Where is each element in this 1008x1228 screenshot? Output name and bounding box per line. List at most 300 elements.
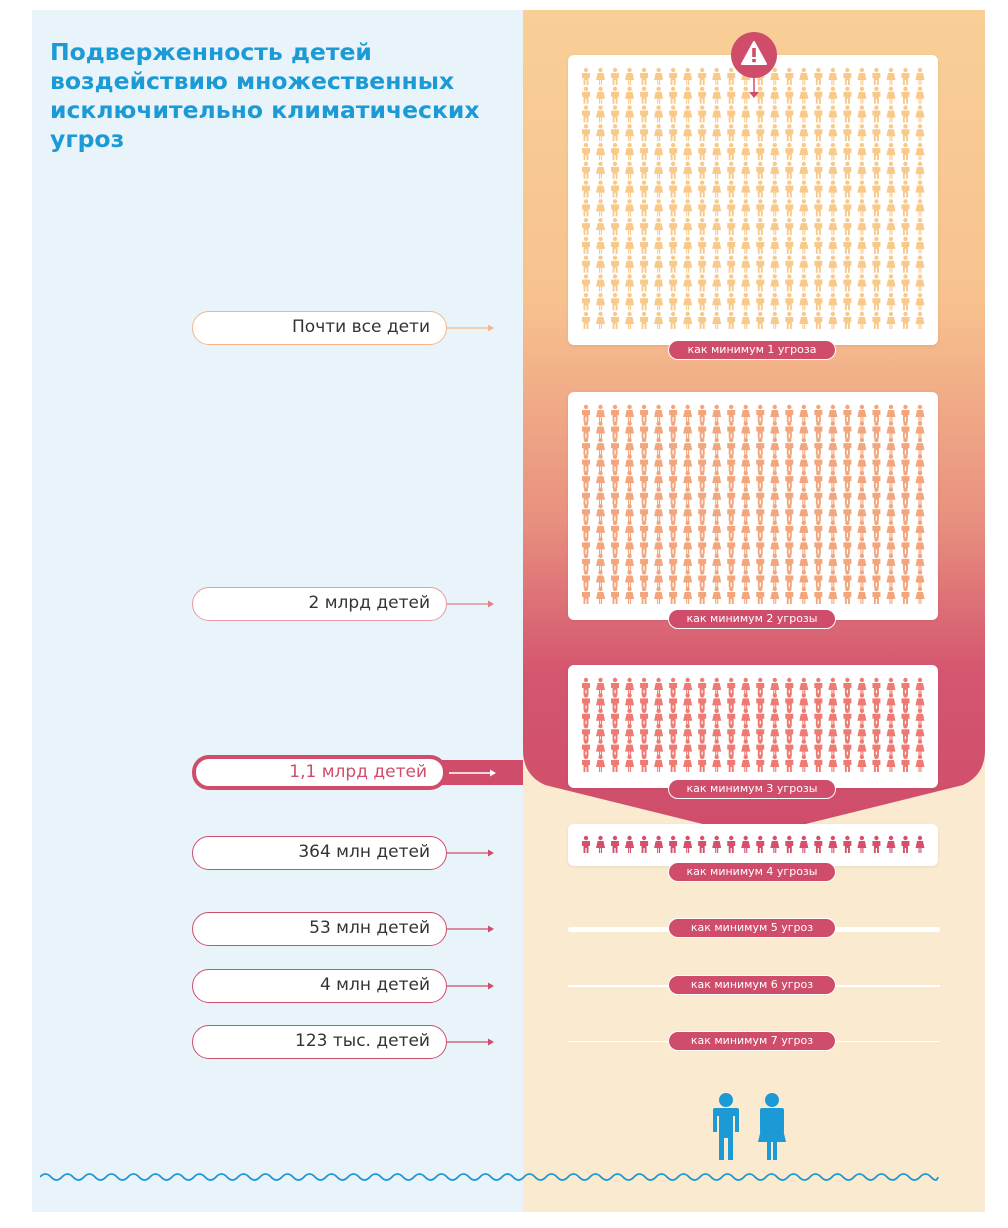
child-figure — [843, 255, 851, 272]
child-figure — [712, 293, 721, 310]
child-figure — [799, 68, 808, 85]
child-figure — [712, 180, 721, 197]
child-figure — [872, 124, 880, 141]
child-figure — [640, 68, 648, 85]
child-figure — [741, 739, 750, 756]
child-figure — [799, 180, 808, 197]
child-figure — [698, 504, 706, 521]
child-figure — [799, 739, 808, 756]
child-figure — [683, 218, 692, 235]
child-figure — [741, 587, 750, 604]
child-figure — [814, 87, 822, 104]
child-figure — [857, 709, 866, 726]
child-figure — [916, 124, 925, 141]
child-figure — [872, 405, 880, 422]
child-figure — [814, 293, 822, 310]
child-figure — [654, 87, 663, 104]
child-figure — [814, 724, 822, 741]
child-figure — [727, 587, 735, 604]
child-figure — [916, 709, 925, 726]
child-figure — [698, 739, 706, 756]
child-figure — [741, 471, 750, 488]
child-figure — [756, 554, 764, 571]
child-figure — [669, 274, 677, 291]
child-figure — [872, 218, 880, 235]
child-figure — [654, 293, 663, 310]
child-figure — [799, 678, 808, 695]
child-figure — [640, 570, 648, 587]
child-figure — [683, 312, 692, 329]
child-figure — [872, 739, 880, 756]
child-figure — [756, 521, 764, 538]
child-figure — [916, 755, 925, 772]
child-figure — [654, 521, 663, 538]
child-figure — [611, 293, 619, 310]
child-figure — [669, 678, 677, 695]
child-figure — [596, 504, 605, 521]
child-figure — [640, 454, 648, 471]
child-figure — [683, 274, 692, 291]
child-figure — [640, 438, 648, 455]
child-figure — [886, 537, 895, 554]
child-figure — [683, 199, 692, 216]
child-figure — [901, 105, 909, 122]
child-figure — [625, 537, 634, 554]
child-figure — [901, 836, 909, 853]
threat-label: как минимум 6 угроз — [668, 975, 836, 995]
child-figure — [698, 405, 706, 422]
child-figure — [886, 587, 895, 604]
child-figure — [683, 488, 692, 505]
child-figure — [843, 724, 851, 741]
child-figure — [872, 554, 880, 571]
child-figure — [640, 255, 648, 272]
child-figure — [785, 554, 793, 571]
child-figure — [785, 454, 793, 471]
child-figure — [756, 739, 764, 756]
child-figure — [901, 537, 909, 554]
child-figure — [683, 255, 692, 272]
child-figure — [683, 471, 692, 488]
child-figure — [712, 312, 721, 329]
child-figure — [828, 87, 837, 104]
child-figure — [640, 521, 648, 538]
child-figure — [625, 504, 634, 521]
child-figure — [698, 521, 706, 538]
child-figure — [770, 587, 779, 604]
child-figure — [712, 521, 721, 538]
child-figure — [683, 421, 692, 438]
child-figure — [712, 537, 721, 554]
child-figure — [886, 312, 895, 329]
child-figure — [799, 521, 808, 538]
icon-grid-card — [568, 824, 938, 866]
child-figure — [901, 421, 909, 438]
child-figure — [712, 471, 721, 488]
child-figure — [916, 471, 925, 488]
child-figure — [799, 274, 808, 291]
child-figure — [625, 570, 634, 587]
child-figure — [872, 438, 880, 455]
child-figure — [654, 570, 663, 587]
child-figure — [857, 488, 866, 505]
child-figure — [857, 678, 866, 695]
child-figure — [683, 454, 692, 471]
child-figure — [843, 587, 851, 604]
child-figure — [669, 237, 677, 254]
child-figure — [770, 218, 779, 235]
child-figure — [814, 709, 822, 726]
child-figure — [901, 162, 909, 179]
child-figure — [582, 421, 590, 438]
child-figure — [843, 739, 851, 756]
child-figure — [828, 739, 837, 756]
child-figure — [785, 274, 793, 291]
child-figure — [770, 709, 779, 726]
child-figure — [843, 471, 851, 488]
child-figure — [756, 755, 764, 772]
child-figure — [785, 521, 793, 538]
child-figure — [741, 274, 750, 291]
child-figure — [712, 405, 721, 422]
child-figure — [916, 693, 925, 710]
child-figure — [712, 709, 721, 726]
child-figure — [625, 68, 634, 85]
child-figure — [916, 218, 925, 235]
children-count-pill: 123 тыс. детей — [192, 1025, 447, 1059]
child-figure — [901, 454, 909, 471]
child-figure — [785, 124, 793, 141]
child-figure — [886, 87, 895, 104]
child-figure — [582, 124, 590, 141]
child-figure — [683, 709, 692, 726]
child-figure — [785, 836, 793, 853]
child-figure — [741, 709, 750, 726]
child-figure — [828, 554, 837, 571]
child-figure — [843, 521, 851, 538]
child-figure — [814, 438, 822, 455]
child-figure — [683, 693, 692, 710]
child-figure — [814, 68, 822, 85]
child-figure — [698, 421, 706, 438]
child-figure — [828, 162, 837, 179]
child-figure — [857, 199, 866, 216]
child-figure — [872, 293, 880, 310]
child-figure — [596, 488, 605, 505]
child-figure — [611, 836, 619, 853]
child-figure — [814, 274, 822, 291]
child-figure — [596, 709, 605, 726]
child-figure — [901, 293, 909, 310]
child-figure — [640, 504, 648, 521]
child-figure — [770, 162, 779, 179]
child-figure — [669, 162, 677, 179]
child-figure — [582, 724, 590, 741]
child-figure — [828, 488, 837, 505]
child-figure — [799, 237, 808, 254]
child-figure — [741, 755, 750, 772]
child-figure — [828, 724, 837, 741]
child-figure — [698, 678, 706, 695]
child-figure — [741, 421, 750, 438]
child-figure — [712, 554, 721, 571]
threat-label: как минимум 7 угроз — [668, 1031, 836, 1051]
child-figure — [857, 836, 866, 853]
child-figure — [901, 180, 909, 197]
child-figure — [872, 471, 880, 488]
child-figure — [770, 554, 779, 571]
child-figure — [756, 724, 764, 741]
child-figure — [799, 405, 808, 422]
child-figure — [828, 587, 837, 604]
child-figure — [901, 405, 909, 422]
child-figure — [683, 724, 692, 741]
child-figure — [785, 180, 793, 197]
child-figure — [582, 218, 590, 235]
child-figure — [770, 755, 779, 772]
child-figure — [727, 537, 735, 554]
children-icon — [702, 1092, 794, 1162]
child-figure — [596, 180, 605, 197]
child-figure — [683, 405, 692, 422]
child-figure — [901, 124, 909, 141]
child-figure — [901, 312, 909, 329]
child-figure — [640, 554, 648, 571]
child-figure — [843, 124, 851, 141]
child-figure — [698, 587, 706, 604]
child-figure — [727, 124, 735, 141]
child-figure — [683, 504, 692, 521]
child-figure — [611, 180, 619, 197]
child-figure — [741, 124, 750, 141]
child-figure — [828, 521, 837, 538]
child-figure — [625, 488, 634, 505]
child-figure — [828, 293, 837, 310]
child-figure — [582, 488, 590, 505]
child-figure — [843, 180, 851, 197]
child-figure — [886, 255, 895, 272]
child-figure — [712, 105, 721, 122]
child-figure — [625, 162, 634, 179]
child-figure — [669, 180, 677, 197]
child-figure — [582, 755, 590, 772]
arrow-icon — [447, 323, 495, 333]
child-figure — [886, 237, 895, 254]
child-figure — [741, 504, 750, 521]
child-figure — [640, 587, 648, 604]
child-figure — [916, 87, 925, 104]
child-figure — [756, 587, 764, 604]
child-figure — [916, 180, 925, 197]
child-figure — [843, 693, 851, 710]
child-figure — [582, 274, 590, 291]
child-figure — [611, 105, 619, 122]
child-figure — [596, 836, 605, 853]
child-figure — [901, 739, 909, 756]
child-figure — [886, 293, 895, 310]
child-figure — [770, 438, 779, 455]
child-figure — [799, 709, 808, 726]
child-figure — [756, 237, 764, 254]
child-figure — [785, 504, 793, 521]
child-figure — [611, 587, 619, 604]
child-figure — [582, 312, 590, 329]
child-figure — [901, 570, 909, 587]
child-figure — [727, 162, 735, 179]
child-figure — [799, 587, 808, 604]
child-figure — [640, 237, 648, 254]
child-figure — [916, 678, 925, 695]
child-figure — [916, 293, 925, 310]
child-figure — [727, 693, 735, 710]
child-figure — [886, 678, 895, 695]
child-figure — [596, 274, 605, 291]
child-figure — [799, 554, 808, 571]
child-figure — [916, 438, 925, 455]
child-figure — [828, 438, 837, 455]
child-figure — [582, 199, 590, 216]
child-figure — [785, 143, 793, 160]
child-figure — [785, 709, 793, 726]
child-figure — [582, 693, 590, 710]
child-figure — [872, 836, 880, 853]
arrow-icon — [447, 924, 495, 934]
child-figure — [611, 68, 619, 85]
child-figure — [654, 68, 663, 85]
child-figure — [886, 180, 895, 197]
child-figure — [785, 162, 793, 179]
child-figure — [611, 570, 619, 587]
child-figure — [886, 693, 895, 710]
child-figure — [843, 143, 851, 160]
child-figure — [654, 124, 663, 141]
child-figure — [886, 68, 895, 85]
child-figure — [698, 312, 706, 329]
child-figure — [698, 199, 706, 216]
child-figure — [727, 405, 735, 422]
child-figure — [611, 143, 619, 160]
icon-grid — [568, 824, 938, 866]
child-figure — [843, 454, 851, 471]
child-figure — [901, 143, 909, 160]
child-figure — [683, 537, 692, 554]
child-figure — [683, 124, 692, 141]
child-figure — [712, 454, 721, 471]
child-figure — [683, 438, 692, 455]
child-figure — [727, 237, 735, 254]
child-figure — [828, 237, 837, 254]
child-figure — [799, 454, 808, 471]
child-figure — [814, 255, 822, 272]
child-figure — [596, 693, 605, 710]
child-figure — [886, 724, 895, 741]
child-figure — [654, 554, 663, 571]
child-figure — [582, 454, 590, 471]
child-figure — [785, 471, 793, 488]
child-figure — [828, 274, 837, 291]
child-figure — [828, 218, 837, 235]
child-figure — [683, 836, 692, 853]
child-figure — [727, 421, 735, 438]
child-figure — [640, 105, 648, 122]
child-figure — [625, 293, 634, 310]
child-figure — [582, 554, 590, 571]
child-figure — [596, 199, 605, 216]
child-figure — [814, 405, 822, 422]
child-figure — [872, 312, 880, 329]
child-figure — [654, 162, 663, 179]
child-figure — [843, 162, 851, 179]
child-figure — [872, 521, 880, 538]
child-figure — [727, 471, 735, 488]
child-figure — [669, 87, 677, 104]
child-figure — [669, 471, 677, 488]
child-figure — [640, 293, 648, 310]
child-figure — [611, 471, 619, 488]
child-figure — [814, 162, 822, 179]
child-figure — [727, 724, 735, 741]
child-figure — [654, 421, 663, 438]
child-figure — [828, 421, 837, 438]
child-figure — [857, 421, 866, 438]
child-figure — [582, 162, 590, 179]
child-figure — [582, 836, 590, 853]
child-figure — [916, 421, 925, 438]
child-figure — [814, 237, 822, 254]
child-figure — [785, 739, 793, 756]
child-figure — [698, 255, 706, 272]
child-figure — [916, 521, 925, 538]
child-figure — [901, 755, 909, 772]
child-figure — [814, 587, 822, 604]
child-figure — [886, 454, 895, 471]
child-figure — [727, 554, 735, 571]
child-figure — [872, 274, 880, 291]
child-figure — [901, 237, 909, 254]
child-figure — [654, 471, 663, 488]
child-figure — [683, 570, 692, 587]
child-figure — [843, 421, 851, 438]
child-figure — [698, 709, 706, 726]
child-figure — [727, 274, 735, 291]
child-figure — [654, 724, 663, 741]
child-figure — [799, 421, 808, 438]
child-figure — [857, 87, 866, 104]
child-figure — [886, 124, 895, 141]
child-figure — [814, 199, 822, 216]
child-figure — [770, 199, 779, 216]
child-figure — [857, 124, 866, 141]
child-figure — [857, 739, 866, 756]
child-figure — [843, 218, 851, 235]
child-figure — [857, 755, 866, 772]
child-figure — [640, 199, 648, 216]
child-figure — [901, 68, 909, 85]
child-figure — [611, 405, 619, 422]
child-figure — [741, 488, 750, 505]
child-figure — [916, 312, 925, 329]
child-figure — [799, 87, 808, 104]
child-figure — [770, 293, 779, 310]
child-figure — [669, 68, 677, 85]
child-figure — [814, 554, 822, 571]
child-figure — [756, 570, 764, 587]
child-figure — [741, 143, 750, 160]
child-figure — [712, 488, 721, 505]
child-figure — [596, 724, 605, 741]
child-figure — [582, 678, 590, 695]
child-figure — [611, 454, 619, 471]
